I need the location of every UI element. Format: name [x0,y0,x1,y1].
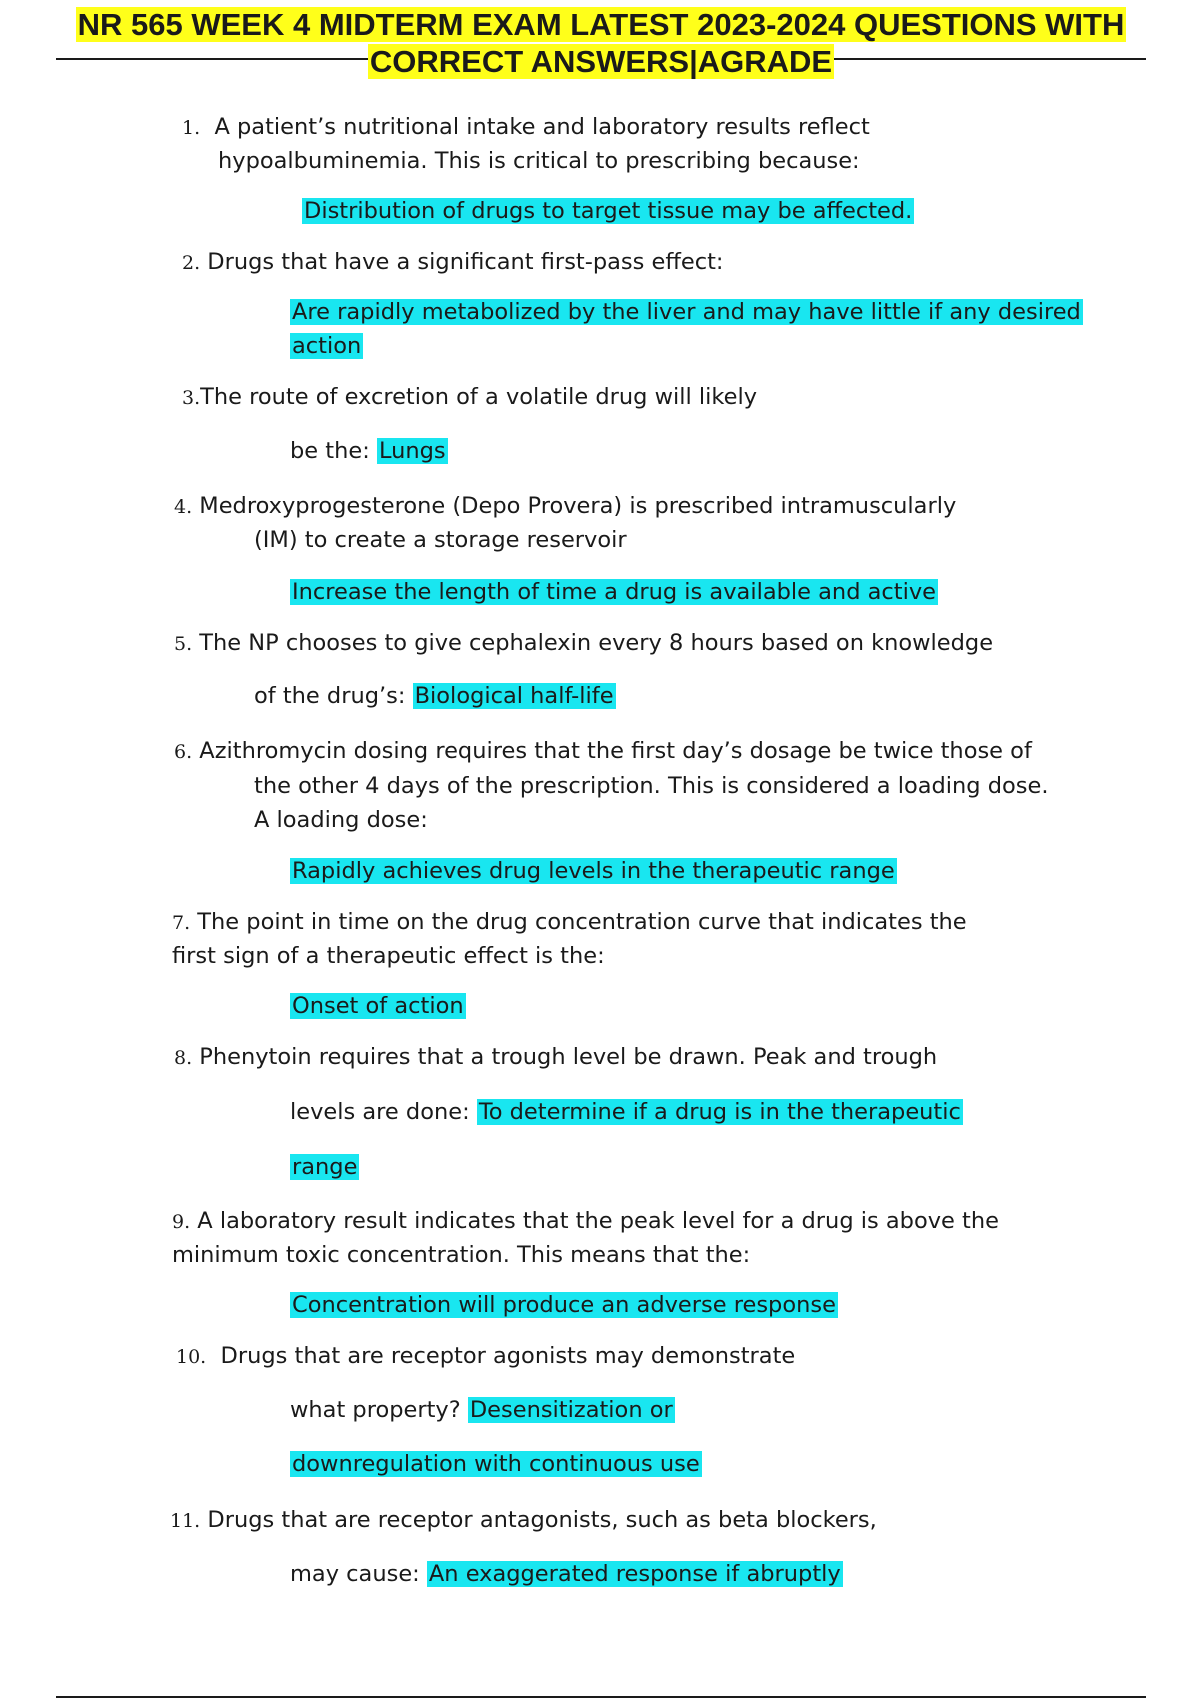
answer-10-continued [290,1447,702,1481]
question-number: 3. [182,387,201,409]
question-2 [182,245,723,280]
question-text: first sign of a therapeutic effect is the: [172,943,605,969]
question-7 [172,905,967,940]
question-number: 8. [174,1047,193,1069]
answer-6 [290,854,897,888]
answer-11 [290,1557,843,1591]
question-number: 2. [182,252,201,274]
answer-lead-in: may cause: [290,1561,427,1587]
question-text: The point in time on the drug concentration curve that indicates the [197,909,967,935]
answer-1 [302,194,914,228]
question-text: Drugs that are receptor agonists may demonstrate [220,1343,796,1369]
answer-highlight: range [292,1154,358,1180]
answer-highlight: Distribution of drugs to target tissue may be affected. [304,198,913,224]
question-7-continued [172,939,605,973]
question-number: 10. [176,1346,207,1368]
question-5 [174,626,993,661]
question-number: 1. [182,117,201,139]
answer-highlight: Are rapidly metabolized by the liver and may have little if any desired [292,299,1081,325]
title-line-1 [56,6,1146,43]
question-4-continued [254,523,627,557]
title-line-1-text: NR 565 WEEK 4 MIDTERM EXAM LATEST 2023-2024 QUESTIONS WITH [77,7,1125,42]
answer-lead-in: levels are done: [290,1099,477,1125]
question-text: (IM) to create a storage reservoir [254,527,627,553]
question-number: 6. [174,741,193,763]
answer-highlight: downregulation with continuous use [292,1451,700,1477]
title-line-2 [56,43,1146,80]
answer-highlight: Lungs [378,438,446,464]
question-6 [174,734,1032,769]
question-text: The NP chooses to give cephalexin every 8 hours based on knowledge [199,630,994,656]
answer-3 [290,434,448,468]
answer-highlight: Increase the length of time a drug is available and active [292,579,937,605]
page-bottom-rule [56,1696,1146,1698]
answer-highlight: action [292,333,362,359]
question-1-continued [218,144,860,178]
answer-highlight: Biological half-life [414,683,614,709]
answer-2 [290,295,1083,329]
answer-2-continued [290,329,363,363]
answer-8-continued [290,1150,359,1184]
question-3 [182,380,757,415]
answer-9 [290,1288,838,1322]
question-number: 9. [172,1211,191,1233]
question-text: A patient’s nutritional intake and laboratory results reflect [214,114,870,140]
question-number: 5. [174,633,193,655]
answer-4 [290,575,938,609]
question-text: The route of excretion of a volatile drug will likely [200,384,758,410]
answer-highlight: An exaggerated response if abruptly [428,1561,841,1587]
question-text: A loading dose: [254,807,428,833]
answer-7 [290,989,466,1023]
answer-5 [254,679,616,713]
answer-lead-in: of the drug’s: [254,683,413,709]
question-number: 4. [174,496,193,518]
answer-highlight: To determine if a drug is in the therapeutic [478,1099,961,1125]
answer-lead-in: what property? [290,1397,468,1423]
answer-lead-in: be the: [290,438,377,464]
question-9 [172,1204,999,1239]
question-10 [176,1339,795,1374]
answer-10 [290,1393,675,1427]
question-8 [174,1040,937,1075]
question-text: hypoalbuminemia. This is critical to prescribing because: [218,148,860,174]
question-text: Phenytoin requires that a trough level be drawn. Peak and trough [199,1044,938,1070]
question-text: Drugs that are receptor antagonists, such as beta blockers, [207,1507,877,1533]
answer-8 [290,1095,963,1129]
answer-highlight: Onset of action [292,993,464,1019]
answer-highlight: Desensitization or [469,1397,673,1423]
question-4 [174,489,956,524]
question-1 [182,110,870,145]
question-number: 11. [170,1510,201,1532]
question-9-continued [172,1238,750,1272]
answer-highlight: Concentration will produce an adverse response [292,1292,836,1318]
title-line-2-text: CORRECT ANSWERS|AGRADE [369,44,833,79]
question-text: Medroxyprogesterone (Depo Provera) is prescribed intramuscularly [199,493,957,519]
question-6-continued [254,803,428,837]
question-text: Azithromycin dosing requires that the first day’s dosage be twice those of [199,738,1032,764]
question-number: 7. [172,912,191,934]
document-title [56,6,1146,80]
question-text: minimum toxic concentration. This means that the: [172,1242,751,1268]
question-text: the other 4 days of the prescription. This is considered a loading dose. [254,773,1049,799]
question-text: Drugs that have a significant first-pass effect: [207,249,724,275]
question-text: A laboratory result indicates that the peak level for a drug is above the [197,1208,999,1234]
answer-highlight: Rapidly achieves drug levels in the therapeutic range [292,858,895,884]
question-11 [170,1503,877,1538]
question-6-continued [254,769,1049,803]
